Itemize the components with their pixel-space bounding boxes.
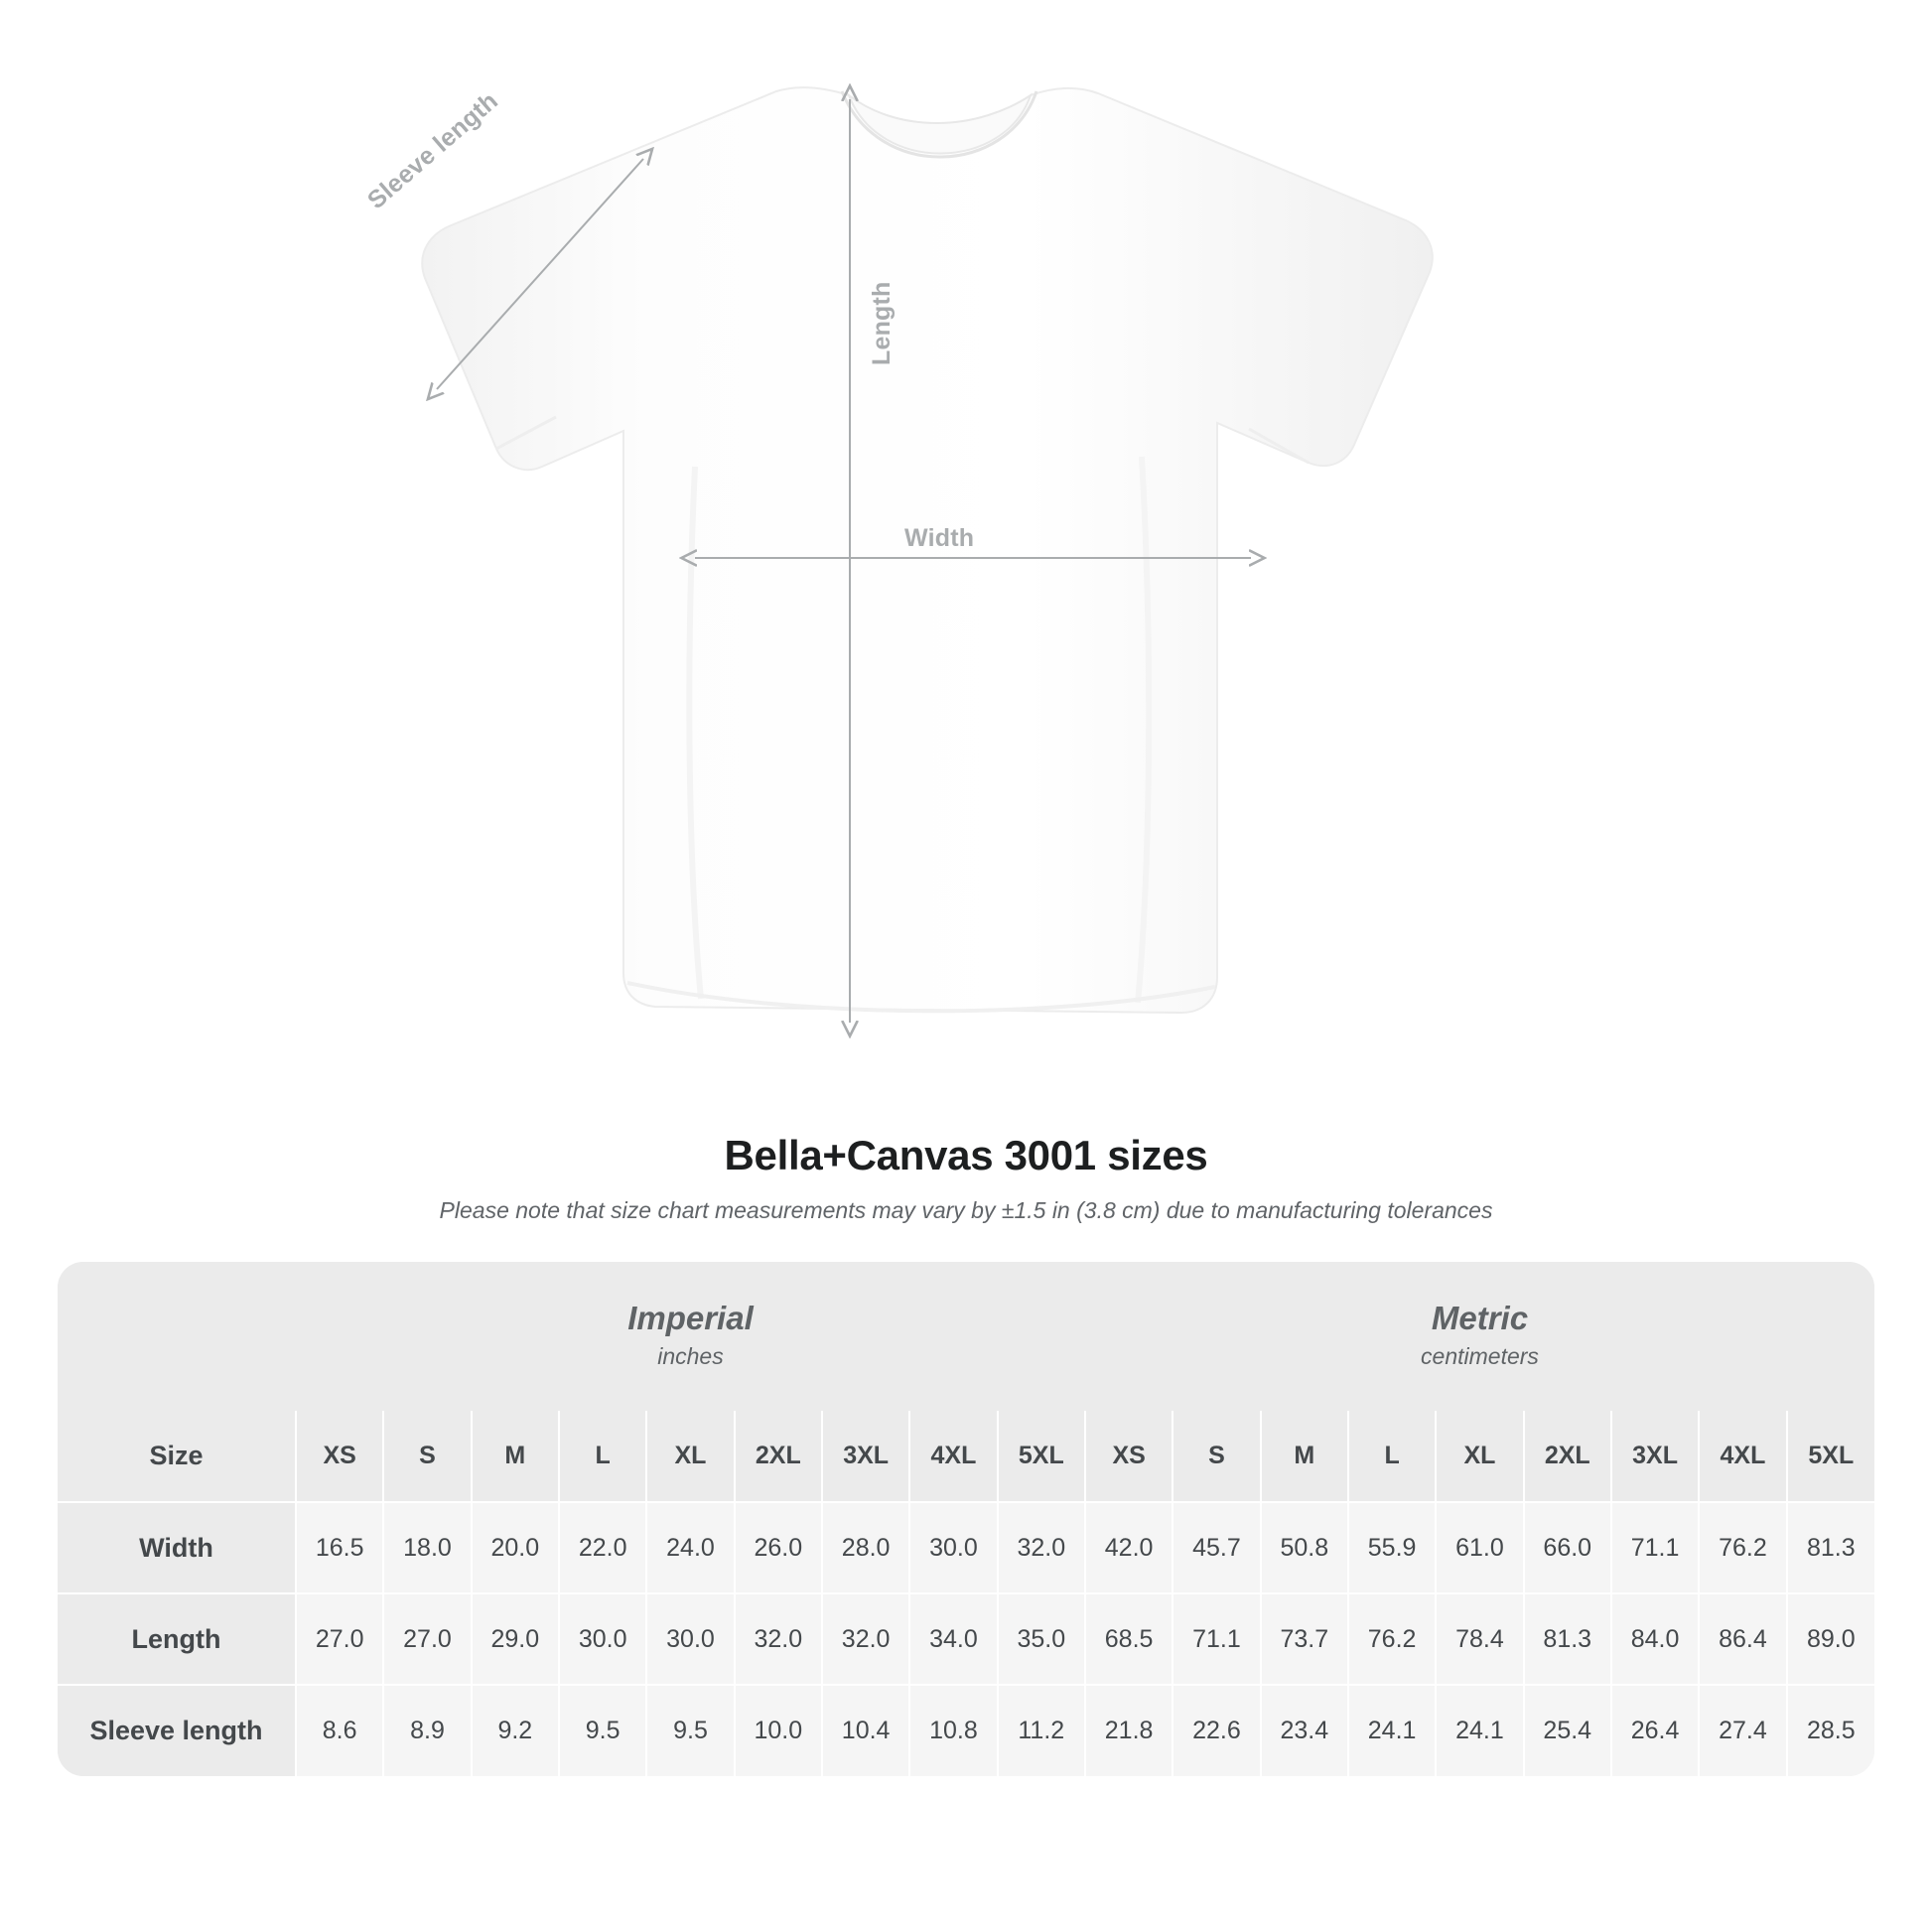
column-header-14: 2XL [1524, 1411, 1611, 1502]
cell-0-12: 55.9 [1348, 1502, 1436, 1593]
cell-2-10: 22.6 [1173, 1685, 1260, 1776]
cell-2-13: 24.1 [1436, 1685, 1523, 1776]
cell-0-2: 20.0 [472, 1502, 559, 1593]
cell-2-11: 23.4 [1261, 1685, 1348, 1776]
cell-2-8: 11.2 [998, 1685, 1085, 1776]
cell-0-3: 22.0 [559, 1502, 646, 1593]
cell-1-9: 68.5 [1085, 1593, 1173, 1685]
size-table [58, 1262, 1874, 1776]
title-block [0, 1132, 1932, 1224]
column-header-4: XL [646, 1411, 734, 1502]
measurement-note: Please note that size chart measurements may vary by ±1.5 in (3.8 cm) due to manufacturing tolerances [439, 1197, 1493, 1223]
cell-0-15: 71.1 [1611, 1502, 1699, 1593]
column-header-8: 5XL [998, 1411, 1085, 1502]
cell-2-5: 10.0 [735, 1685, 822, 1776]
unit-group-imperial [296, 1262, 1085, 1411]
cell-1-14: 81.3 [1524, 1593, 1611, 1685]
cell-1-5: 32.0 [735, 1593, 822, 1685]
cell-2-0: 8.6 [296, 1685, 383, 1776]
column-header-10: S [1173, 1411, 1260, 1502]
page-title: Bella+Canvas 3001 sizes [724, 1132, 1208, 1178]
unit-header-row [58, 1262, 1874, 1411]
cell-1-15: 84.0 [1611, 1593, 1699, 1685]
cell-0-10: 45.7 [1173, 1502, 1260, 1593]
column-header-1: S [383, 1411, 471, 1502]
cell-1-8: 35.0 [998, 1593, 1085, 1685]
row-label-2: Sleeve length [58, 1685, 296, 1776]
table-row [58, 1685, 1874, 1776]
column-header-16: 4XL [1699, 1411, 1786, 1502]
cell-1-4: 30.0 [646, 1593, 734, 1685]
cell-0-0: 16.5 [296, 1502, 383, 1593]
cell-2-15: 26.4 [1611, 1685, 1699, 1776]
cell-1-3: 30.0 [559, 1593, 646, 1685]
width-label: Width [904, 524, 975, 552]
cell-0-13: 61.0 [1436, 1502, 1523, 1593]
cell-2-4: 9.5 [646, 1685, 734, 1776]
cell-0-16: 76.2 [1699, 1502, 1786, 1593]
cell-1-7: 34.0 [909, 1593, 997, 1685]
column-header-11: M [1261, 1411, 1348, 1502]
cell-2-2: 9.2 [472, 1685, 559, 1776]
cell-2-16: 27.4 [1699, 1685, 1786, 1776]
cell-0-17: 81.3 [1787, 1502, 1874, 1593]
cell-1-1: 27.0 [383, 1593, 471, 1685]
row-label-0: Width [58, 1502, 296, 1593]
unit-group-imperial-name: Imperial [627, 1299, 754, 1336]
column-header-row [58, 1411, 1874, 1502]
column-header-17: 5XL [1787, 1411, 1874, 1502]
cell-2-7: 10.8 [909, 1685, 997, 1776]
column-header-15: 3XL [1611, 1411, 1699, 1502]
cell-0-11: 50.8 [1261, 1502, 1348, 1593]
column-header-3: L [559, 1411, 646, 1502]
unit-header-spacer [58, 1262, 296, 1411]
cell-1-6: 32.0 [822, 1593, 909, 1685]
column-header-13: XL [1436, 1411, 1523, 1502]
cell-1-0: 27.0 [296, 1593, 383, 1685]
cell-0-9: 42.0 [1085, 1502, 1173, 1593]
size-table-container [58, 1262, 1874, 1776]
column-header-9: XS [1085, 1411, 1173, 1502]
cell-2-12: 24.1 [1348, 1685, 1436, 1776]
column-header-0: XS [296, 1411, 383, 1502]
cell-2-14: 25.4 [1524, 1685, 1611, 1776]
cell-1-11: 73.7 [1261, 1593, 1348, 1685]
column-header-5: 2XL [735, 1411, 822, 1502]
sleeve-length-label: Sleeve length [362, 86, 503, 215]
length-label: Length [868, 281, 896, 365]
cell-0-1: 18.0 [383, 1502, 471, 1593]
unit-group-metric [1085, 1262, 1874, 1411]
row-label-1: Length [58, 1593, 296, 1685]
cell-0-8: 32.0 [998, 1502, 1085, 1593]
column-header-2: M [472, 1411, 559, 1502]
cell-1-13: 78.4 [1436, 1593, 1523, 1685]
cell-1-2: 29.0 [472, 1593, 559, 1685]
cell-2-3: 9.5 [559, 1685, 646, 1776]
cell-1-17: 89.0 [1787, 1593, 1874, 1685]
cell-0-6: 28.0 [822, 1502, 909, 1593]
size-header-cell: Size [58, 1411, 296, 1502]
cell-0-14: 66.0 [1524, 1502, 1611, 1593]
cell-2-9: 21.8 [1085, 1685, 1173, 1776]
cell-2-1: 8.9 [383, 1685, 471, 1776]
unit-group-metric-sub: centimeters [1421, 1343, 1539, 1370]
column-header-6: 3XL [822, 1411, 909, 1502]
cell-1-16: 86.4 [1699, 1593, 1786, 1685]
cell-1-12: 76.2 [1348, 1593, 1436, 1685]
cell-1-10: 71.1 [1173, 1593, 1260, 1685]
cell-0-5: 26.0 [735, 1502, 822, 1593]
column-header-12: L [1348, 1411, 1436, 1502]
table-row [58, 1593, 1874, 1685]
table-row [58, 1502, 1874, 1593]
column-header-7: 4XL [909, 1411, 997, 1502]
unit-group-imperial-sub: inches [657, 1343, 724, 1370]
unit-group-metric-name: Metric [1431, 1299, 1529, 1336]
cell-2-6: 10.4 [822, 1685, 909, 1776]
cell-2-17: 28.5 [1787, 1685, 1874, 1776]
cell-0-7: 30.0 [909, 1502, 997, 1593]
cell-0-4: 24.0 [646, 1502, 734, 1593]
